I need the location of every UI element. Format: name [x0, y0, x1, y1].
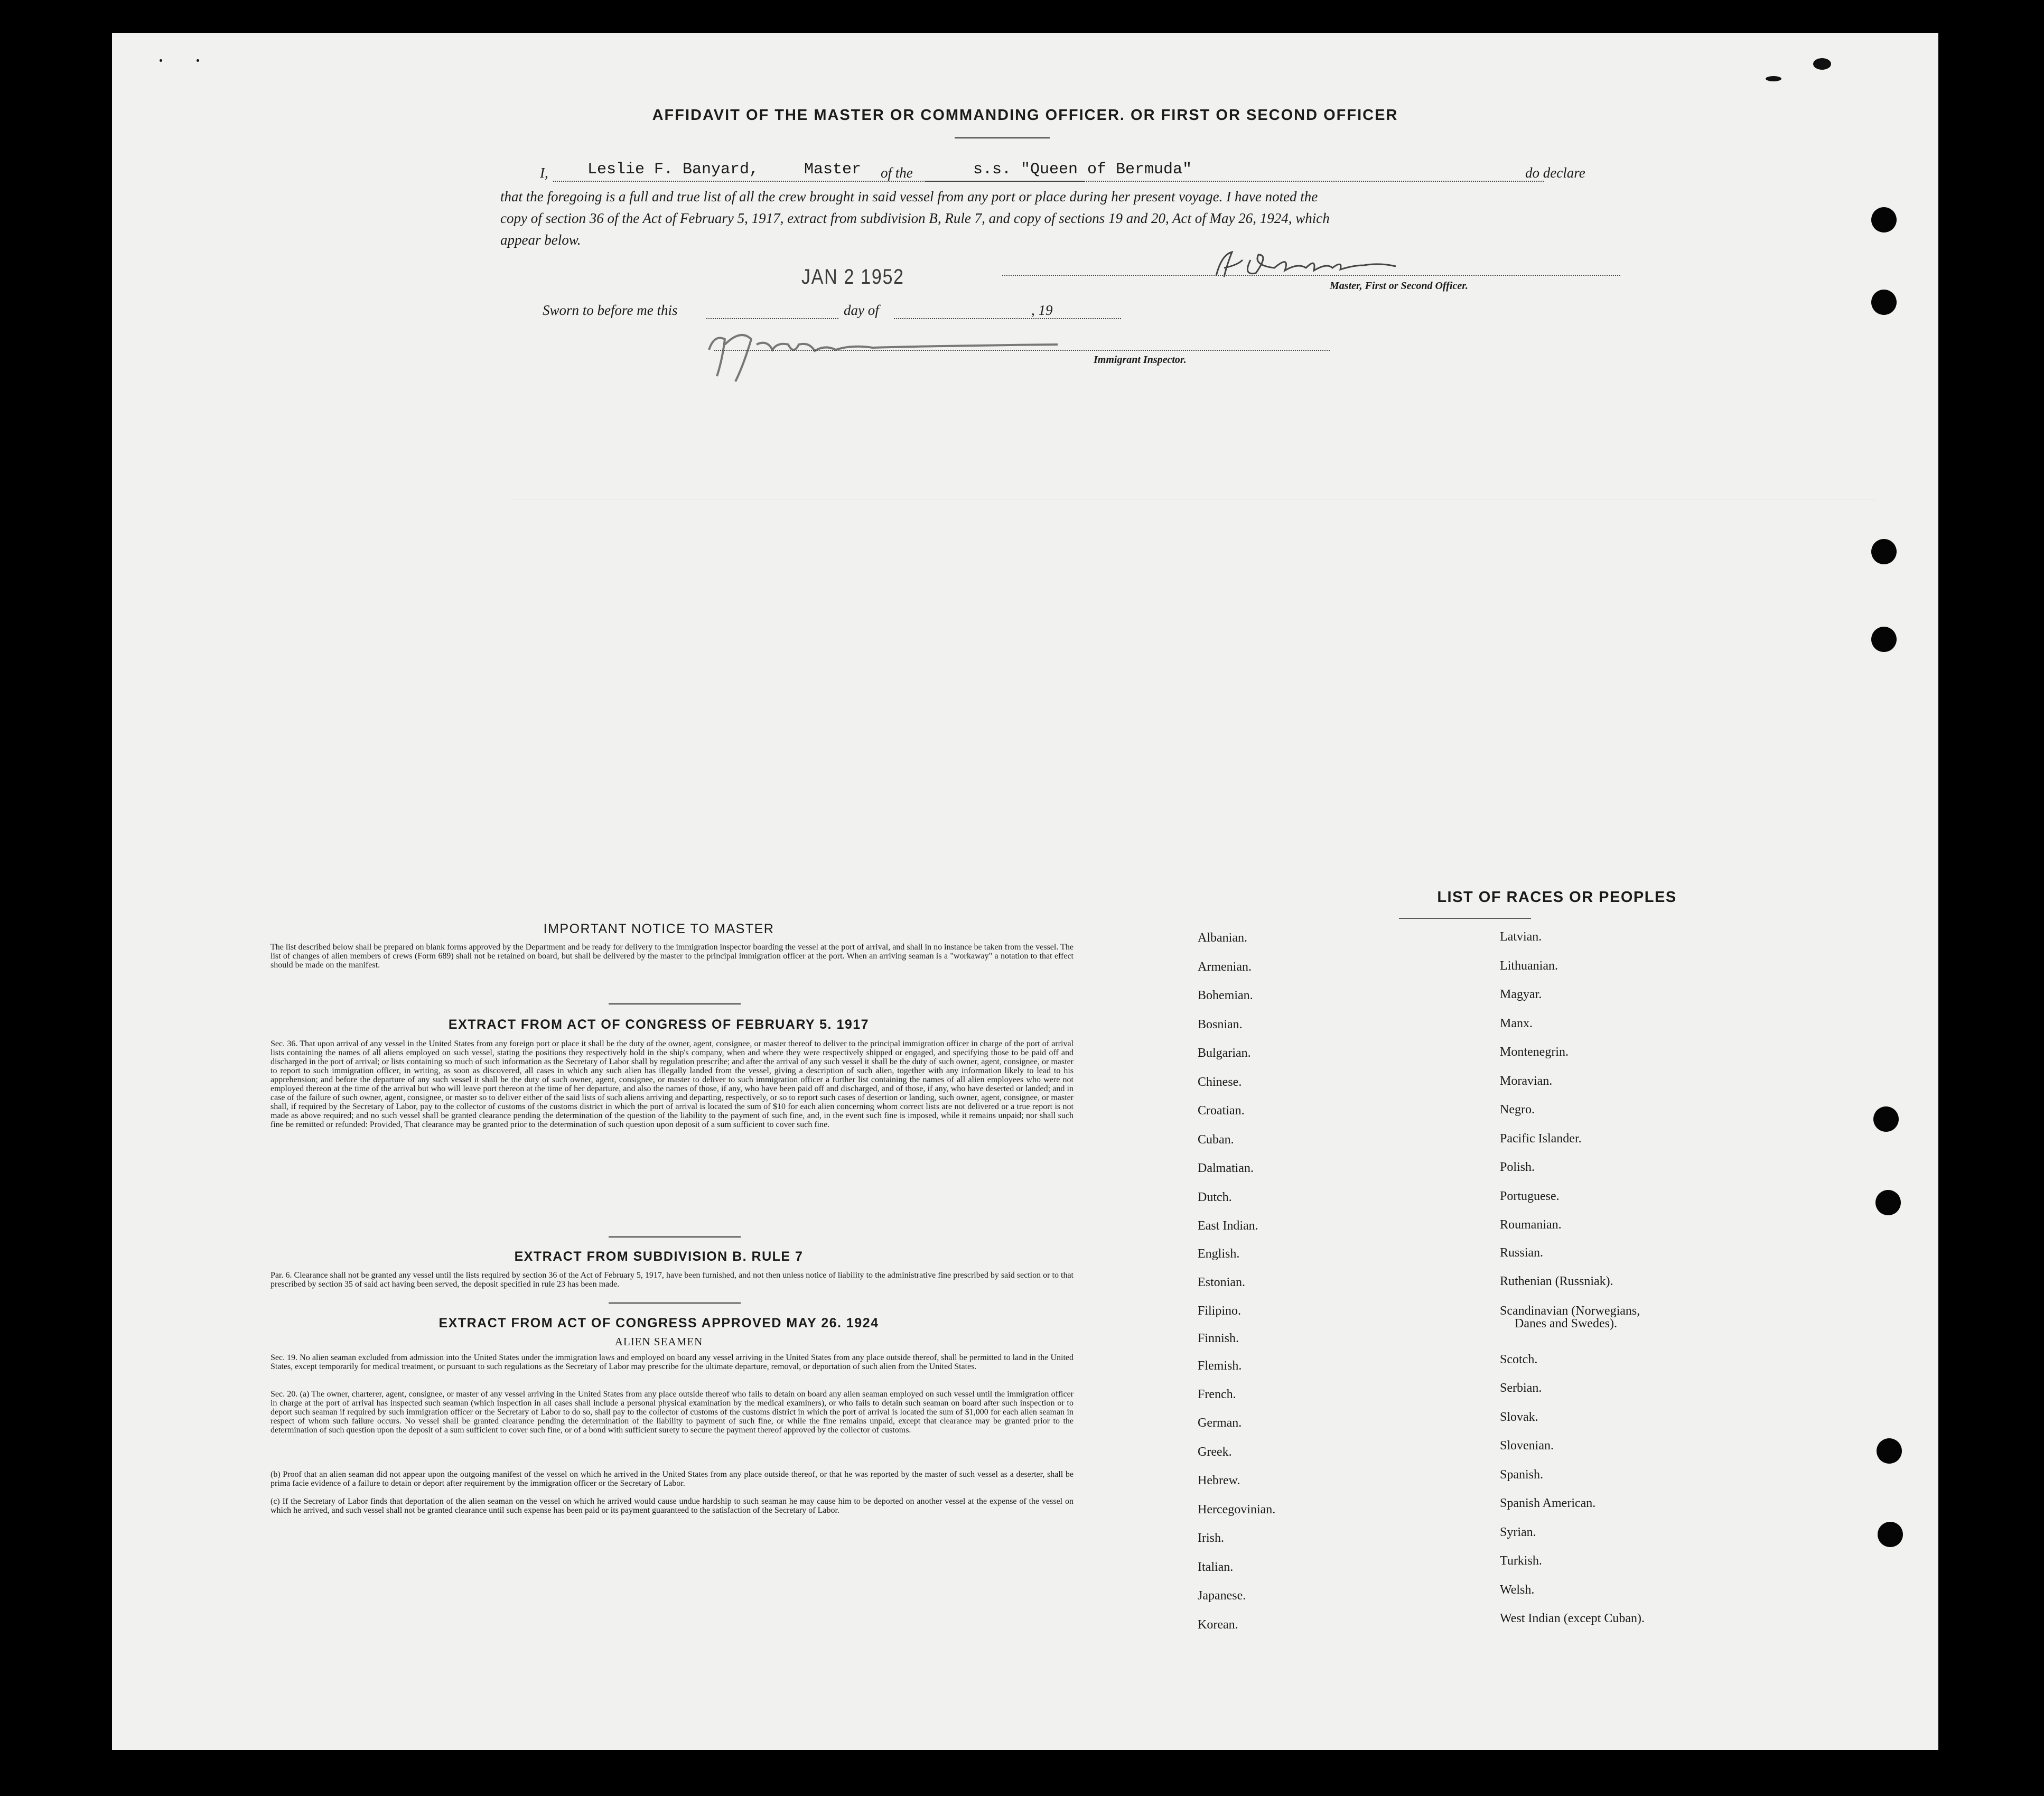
race-item: Pacific Islander.: [1500, 1132, 1582, 1146]
race-item: Danes and Swedes).: [1515, 1317, 1617, 1330]
race-item: Serbian.: [1500, 1381, 1542, 1395]
races-title: LIST OF RACES OR PEOPLES: [1437, 889, 1677, 906]
race-item: Slovak.: [1500, 1410, 1538, 1424]
race-item: Korean.: [1198, 1618, 1238, 1632]
punch-hole: [1871, 627, 1897, 652]
race-item: Montenegrin.: [1500, 1045, 1569, 1059]
document-page: [112, 33, 1938, 1750]
race-item: Italian.: [1198, 1560, 1234, 1574]
master-caption: Master, First or Second Officer.: [1330, 280, 1468, 292]
punch-hole: [1871, 207, 1897, 232]
sec19-text: Sec. 19. No alien seaman excluded from admission into the United States under the immigration laws and employed on board any vessel arriving in the United States from any place outside thereof, shall be permitted to land in the United States, except temporarily for medical treatment, or pursuant to such regulations as the Secretary of Labor may prescribe for the ultimate departure, removal, or deportation of such alien from the United States.: [270, 1353, 1074, 1371]
do-declare-label: do declare: [1525, 165, 1585, 181]
extract-1917-text: Sec. 36. That upon arrival of any vessel in the United States from any foreign port or place it shall be the duty of the owner, agent, consignee, or master thereof to deliver to the principal immigration officer in charge of the port of arrival lists containing the names of all aliens employed on such vessel, stating the positions they respectively hold in the ship's company, when and where they were respectively shipped or engaged, and specifying those to be paid off and discharged in the port of arrival; or lists containing so much of such information as the Secretary of Labor shall by regulation prescribe; and after the arrival of any such vessel it shall be the duty of such owner, agent, consignee, or master to report to such immigration officer, in writing, as soon as discovered, all cases in which any such alien has illegally landed from the vessel, giving a description of such alien, together with any information likely to lead to his apprehension; and before the departure of any such vessel it shall be the duty of such owner, agent, consignee, or master to deliver to such immigration officer a further list containing the names of all alien employees who were not employed thereon at the time of the arrival but who will leave port thereon at the time of her departure, and also the names of those, if any, who have been paid off and discharged, and of those, if any, who have deserted or landed; and in case of the failure of such owner, agent, consignee, or master so to deliver either of the said lists of such aliens arriving and departing, respectively, or so to report such cases of desertion or landing, such owner, agent, consignee, or master shall, if required by the Secretary of Labor, pay to the collector of customs of the customs district in which the port of arrival is located the sum of $10 for each alien concerning whom correct lists are not delivered or a true report is not made as above required; and no such vessel shall be granted clearance pending the determination of the question of the liability to the payment of such fine, and, in the event such fine is imposed, while it remains unpaid; nor shall such fine be remitted or refunded: Provided, That clearance may be granted prior to the determination of such question upon deposit of a sum sufficient to cover such fine.: [270, 1039, 1074, 1129]
race-item: Flemish.: [1198, 1359, 1242, 1373]
race-item: Ruthenian (Russniak).: [1500, 1274, 1613, 1288]
punch-hole: [1871, 539, 1897, 564]
punch-hole: [1871, 290, 1897, 315]
race-item: Scandinavian (Norwegians,: [1500, 1304, 1640, 1318]
sworn-label: Sworn to before me this: [543, 302, 678, 318]
race-item: French.: [1198, 1388, 1236, 1401]
race-item: Magyar.: [1500, 988, 1542, 1001]
extract-1924-title: EXTRACT FROM ACT OF CONGRESS APPROVED MAY 26. 1924: [438, 1316, 879, 1330]
race-item: Negro.: [1500, 1103, 1535, 1116]
race-item: Dutch.: [1198, 1190, 1232, 1204]
inspector-caption: Immigrant Inspector.: [1094, 354, 1187, 366]
punch-hole: [1873, 1106, 1899, 1132]
race-item: Slovenian.: [1500, 1439, 1554, 1453]
race-item: Albanian.: [1198, 931, 1247, 945]
sec20a-text: Sec. 20. (a) The owner, charterer, agent, consignee, or master of any vessel arriving in the United States from any place outside thereof who fails to detain on board any alien seaman employed on such vessel until the immigration officer in charge at the port of arrival has inspected such seaman (which inspection in all cases shall include a personal physical examination by the medical examiners), or who fails to detain such seaman on board after such inspection or to deport such seaman if required by such immigration officer or the Secretary of Labor to do so, shall pay to the collector of customs of the customs district in which the port of arrival is located the sum of $1,000 for each alien seaman in respect of whom such failure occurs. No vessel shall be granted clearance pending the determination of the liability to payment of such fine, or while the fine remains unpaid, except that clearance may be granted prior to the determination of such question upon the deposit of a sum sufficient to cover such fine, or of a bond with sufficient surety to secure the payment thereof approved by the collector of customs.: [270, 1390, 1074, 1435]
race-item: Finnish.: [1198, 1332, 1239, 1345]
extract-1917-title: EXTRACT FROM ACT OF CONGRESS OF FEBRUARY 5. 1917: [448, 1017, 870, 1032]
race-item: Welsh.: [1500, 1583, 1535, 1597]
race-item: Armenian.: [1198, 960, 1252, 974]
affidavit-line-1: [540, 162, 1623, 186]
master-rank: Master: [804, 161, 862, 179]
race-item: Bulgarian.: [1198, 1046, 1251, 1060]
race-item: Hebrew.: [1198, 1474, 1240, 1487]
punch-hole: [1878, 1522, 1903, 1547]
race-item: Greek.: [1198, 1445, 1232, 1459]
race-item: Filipino.: [1198, 1304, 1242, 1318]
race-item: Japanese.: [1198, 1589, 1246, 1603]
i-label: I,: [540, 165, 548, 181]
race-item: Turkish.: [1500, 1554, 1542, 1568]
notice-title: IMPORTANT NOTICE TO MASTER: [543, 922, 774, 936]
year-label: , 19: [1031, 302, 1053, 318]
race-item: Chinese.: [1198, 1075, 1242, 1089]
race-item: Manx.: [1500, 1017, 1533, 1030]
title-rule: [955, 137, 1050, 138]
master-name: Leslie F. Banyard,: [587, 161, 759, 179]
race-item: Bohemian.: [1198, 989, 1253, 1002]
race-item: Latvian.: [1500, 930, 1542, 944]
race-item: West Indian (except Cuban).: [1500, 1612, 1645, 1625]
affidavit-title: AFFIDAVIT OF THE MASTER OR COMMANDING OFFICER. OR FIRST OR SECOND OFFICER: [652, 107, 1398, 124]
race-item: Bosnian.: [1198, 1018, 1243, 1031]
race-item: English.: [1198, 1247, 1240, 1261]
affidavit-line-2: that the foregoing is a full and true list of all the crew brought in said vessel from any port or place during her present voyage. I have noted the: [500, 189, 1318, 204]
race-item: Hercegovinian.: [1198, 1503, 1276, 1516]
race-item: Croatian.: [1198, 1104, 1245, 1118]
punch-hole: [1877, 1438, 1902, 1464]
date-stamp: JAN 2 1952: [801, 265, 904, 289]
alien-seamen-subtitle: ALIEN SEAMEN: [614, 1335, 703, 1348]
notice-text: The list described below shall be prepared on blank forms approved by the Department and be ready for delivery to the immigration inspector boarding the vessel at the port of arrival, and shall in no instance be taken from the vessel. The list of changes of alien members of crews (Form 689) shall not be retained on board, but shall be delivered by the master to the principal immigration officer at the port. When an arriving seaman is a "workaway" a notation to that effect should be made on the manifest.: [270, 943, 1074, 970]
race-item: Irish.: [1198, 1531, 1224, 1545]
race-item: Estonian.: [1198, 1276, 1245, 1289]
race-item: Syrian.: [1500, 1525, 1536, 1539]
sec20c-text: (c) If the Secretary of Labor finds that deportation of the alien seaman on the vessel on which he arrived would cause undue hardship to such seaman he may cause him to be deported on another vessel at the expense of the vessel on which he arrived, and such vessel shall not be granted clearance until such expense has been paid or its payment guaranteed to the satisfaction of the Secretary of Labor.: [270, 1497, 1074, 1515]
race-item: East Indian.: [1198, 1219, 1258, 1233]
race-item: Portuguese.: [1500, 1189, 1560, 1203]
race-item: Dalmatian.: [1198, 1161, 1254, 1175]
race-item: Lithuanian.: [1500, 959, 1558, 973]
rule7-title: EXTRACT FROM SUBDIVISION B. RULE 7: [514, 1249, 804, 1264]
sec20b-text: (b) Proof that an alien seaman did not appear upon the outgoing manifest of the vessel on which he arrived in the United States from any place outside thereof, or that he was reported by the master of such vessel as a deserter, shall be prima facie evidence of a failure to detain or deport after requirement by the immigration officer or the Secretary of Labor.: [270, 1470, 1074, 1488]
affidavit-line-3: copy of section 36 of the Act of February 5, 1917, extract from subdivision B, Rule 7, and copy of sections 19 and 20, Act of May 26, 1924, which: [500, 210, 1330, 226]
rule7-text: Par. 6. Clearance shall not be granted any vessel until the lists required by section 36 of the Act of February 5, 1917, have been furnished, and not then unless notice of liability to the administrative fine prescribed by said section or to that prescribed by section 35 of said act having been served, the deposit specified in rule 23 has been made.: [270, 1271, 1074, 1289]
race-item: Scotch.: [1500, 1353, 1538, 1366]
race-item: Russian.: [1500, 1246, 1544, 1260]
race-item: Spanish American.: [1500, 1496, 1596, 1510]
vessel-name: s.s. "Queen of Bermuda": [973, 161, 1192, 179]
race-item: German.: [1198, 1416, 1242, 1430]
race-item: Cuban.: [1198, 1133, 1234, 1147]
race-item: Moravian.: [1500, 1074, 1553, 1088]
punch-hole: [1875, 1190, 1901, 1215]
day-of-label: day of: [844, 302, 879, 318]
race-item: Roumanian.: [1500, 1218, 1562, 1232]
of-the-label: of the: [881, 165, 913, 181]
race-item: Spanish.: [1500, 1468, 1544, 1482]
race-item: Polish.: [1500, 1160, 1535, 1174]
affidavit-line-4: appear below.: [500, 232, 581, 248]
